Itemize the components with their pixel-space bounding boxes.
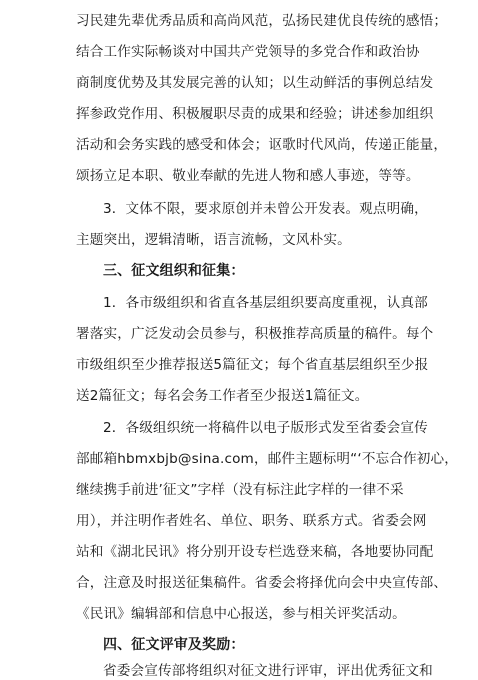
- paragraph-line: 习民建先辈优秀品质和高尚风范，弘扬民建优良传统的感悟；: [76, 13, 448, 29]
- paragraph-line: 结合工作实际畅谈对中国共产党领导的多党合作和政治协: [76, 44, 420, 60]
- paragraph-line: 用），并注明作者姓名、单位、职务、联系方式。省委会网: [76, 513, 427, 529]
- section-heading: 四、征文评审及奖励：: [103, 637, 245, 653]
- paragraph-line: 部邮箱hbmxbjb@sina.com，邮件主题标明“‘不忘合作初心，: [76, 451, 459, 467]
- paragraph-line: 站和《湖北民讯》将分别开设专栏选登来稿，各地要协同配: [76, 544, 434, 560]
- paragraph-line: 署落实，广泛发动会员参与，积极推荐高质量的稿件。每个: [76, 326, 434, 342]
- paragraph-line: 继续携手前进’征文”字样（没有标注此字样的一律不采: [76, 482, 404, 498]
- section-heading: 三、征文组织和征集：: [103, 263, 245, 279]
- paragraph-line: 3．文体不限，要求原创并未曾公开发表。观点明确，: [103, 201, 428, 217]
- paragraph-line: 颂扬立足本职、敬业奉献的先进人物和感人事迹，等等。: [76, 168, 420, 184]
- paragraph-line: 市级组织至少推荐报送5篇征文；每个省直基层组织至少报: [76, 357, 429, 373]
- paragraph-line: 2．各级组织统一将稿件以电子版形式发至省委会宣传: [103, 420, 428, 436]
- paragraph-line: 商制度优势及其发展完善的认知；以生动鲜活的事例总结发: [76, 75, 434, 91]
- paragraph-line: 省委会宣传部将组织对征文进行评审，评出优秀征文和: [103, 663, 433, 679]
- paragraph-line: 活动和会务实践的感受和体会；讴歌时代风尚，传递正能量，: [76, 137, 448, 153]
- paragraph-line: 送2篇征文；每名会务工作者至少报送1篇征文。: [76, 388, 369, 404]
- paragraph-line: 挥参政党作用、积极履职尽责的成果和经验；讲述参加组织: [76, 106, 434, 122]
- paragraph-line: 主题突出，逻辑清晰，语言流畅，文风朴实。: [76, 232, 351, 248]
- paragraph-line: 1．各市级组织和省直各基层组织要高度重视，认真部: [103, 295, 428, 311]
- paragraph-line: 合，注意及时报送征集稿件。省委会将择优向会中央宣传部、: [76, 575, 448, 591]
- paragraph-line: 《民讯》编辑部和信息中心报送，参与相关评奖活动。: [76, 606, 406, 622]
